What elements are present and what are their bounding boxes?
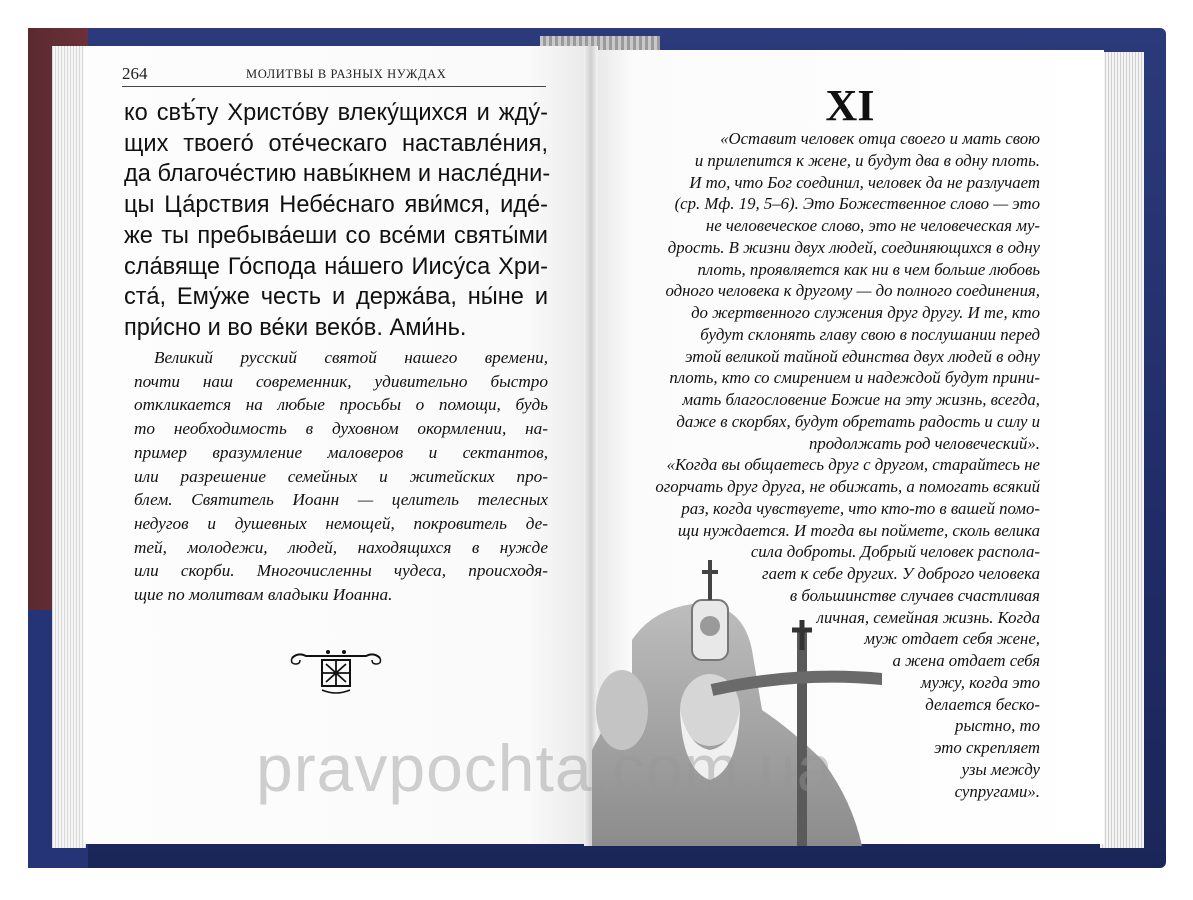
quote-line: будут склонять главу свою в послушании перед bbox=[700, 324, 1040, 344]
commentary-line: почти наш современник, удивительно быстро bbox=[134, 371, 548, 391]
commentary-line: то необходимость в духовном окормлении, на- bbox=[134, 419, 548, 439]
ornament-icon bbox=[288, 644, 384, 696]
quote-line: личная, семейная жизнь. Когда bbox=[816, 607, 1040, 627]
quote-line: мать благословение Божие на эту жизнь, всегда, bbox=[682, 390, 1040, 409]
quote-line: мужу, когда это bbox=[920, 672, 1040, 692]
commentary-line: недугов и душевных немощей, покровитель де- bbox=[134, 513, 548, 533]
quote-line: огорчать друг друга, не обижать, а помогать всякий bbox=[655, 477, 1040, 496]
watermark: pravpochta.com.ua bbox=[256, 731, 835, 805]
quote-line: сила доброты. Добрый человек распола- bbox=[750, 542, 1040, 562]
quote-line: «Когда вы общаетесь друг с другом, старайтесь не bbox=[666, 455, 1040, 475]
quote-line: а жена отдает себя bbox=[892, 651, 1040, 670]
quote-line: плоть, кто со смирением и надеждой будут прини- bbox=[669, 368, 1040, 388]
quote-line: и прилепится к жене, и будут два в одну плоть. bbox=[694, 150, 1040, 170]
prayer-line: ста́, Ему́же честь и держа́ва, ны́не и bbox=[124, 284, 548, 311]
commentary-line: или разрешение семейных и житейских про- bbox=[134, 466, 548, 486]
commentary-line: или скорби. Многочисленны чудеса, происходя- bbox=[134, 561, 548, 581]
quote-line: щи нуждается. И тогда вы поймете, сколь велика bbox=[677, 520, 1040, 540]
quote-line: «Оставит человек отца своего и мать свою bbox=[720, 129, 1040, 148]
quote-text bbox=[630, 128, 1040, 802]
prayer-line: цы Ца́рствия Небе́снаго яви́мся, иде́- bbox=[124, 192, 548, 219]
page-edges-left bbox=[52, 46, 86, 848]
prayer-text bbox=[124, 98, 551, 344]
chapter-number: XI bbox=[825, 81, 875, 130]
running-header bbox=[122, 64, 546, 87]
prayer-line: при́сно и во ве́ки веко́в. Ами́нь. bbox=[124, 314, 467, 341]
quote-line: плоть, проявляется как ни в чем больше любовь bbox=[697, 259, 1040, 279]
quote-line: дрость. В жизни двух людей, соединяющихся в одну bbox=[667, 237, 1040, 257]
quote-line: гает к себе других. У доброго человека bbox=[762, 564, 1040, 583]
commentary-line: блем. Святитель Иоанн — целитель телесных bbox=[134, 490, 548, 510]
commentary-line: тей, молодежи, людей, находящихся в нужде bbox=[134, 537, 548, 557]
quote-line: это скрепляет bbox=[934, 738, 1040, 757]
page-edges-right bbox=[1100, 52, 1144, 848]
quote-line: продолжать род человеческий». bbox=[808, 433, 1040, 453]
prayer-line: сла́вяще Го́спода на́шего Иису́са Хри- bbox=[124, 253, 548, 280]
commentary-line: пример вразумление маловеров и сектантов, bbox=[134, 442, 548, 462]
commentary-line: откликается на любые просьбы о помощи, будь bbox=[134, 395, 548, 415]
quote-line: узы между bbox=[961, 759, 1040, 779]
quote-line: этой великой тайной единства двух людей в одну bbox=[685, 346, 1040, 366]
quote-line: одного человека к другому — до полного соединения, bbox=[665, 281, 1040, 301]
commentary-line: щие по молитвам владыки Иоанна. bbox=[134, 585, 393, 605]
prayer-line: щих твоего́ оте́ческаго наставле́ния, bbox=[124, 130, 548, 157]
quote-line: рыстно, то bbox=[955, 716, 1040, 736]
prayer-line: да благоче́стию навы́кнем и насле́дни- bbox=[124, 161, 551, 188]
quote-line: И то, что Бог соединил, человек да не разлучает bbox=[689, 172, 1040, 192]
quote-line: не человеческое слово, это не человеческая му- bbox=[705, 216, 1040, 235]
quote-line: до жертвенного служения друг другу. И те, кто bbox=[691, 303, 1040, 322]
commentary-line: Великий русский святой нашего времени, bbox=[154, 348, 548, 367]
page-number: 264 bbox=[122, 64, 148, 83]
prayer-line: же ты пребыва́еши со все́ми святы́ми bbox=[124, 222, 548, 249]
quote-line: (ср. Мф. 19, 5–6). Это Божественное слово — это bbox=[674, 194, 1040, 214]
quote-line: муж отдает себя жене, bbox=[864, 629, 1040, 649]
running-title: МОЛИТВЫ В РАЗНЫХ НУЖДАХ bbox=[246, 67, 447, 81]
prayer-line: ко свѣ́ту Христо́ву влеку́щихся и жду́- bbox=[124, 100, 548, 126]
quote-line: даже в скорбях, будут обретать радость и силу и bbox=[676, 411, 1040, 431]
quote-line: в большинстве случаев счастливая bbox=[789, 585, 1040, 605]
quote-line: делается беско- bbox=[925, 694, 1040, 714]
quote-line: супругами». bbox=[954, 781, 1040, 801]
quote-line: раз, когда чувствуете, что кто-то в вашей помо- bbox=[681, 498, 1040, 518]
commentary-text bbox=[134, 346, 548, 607]
